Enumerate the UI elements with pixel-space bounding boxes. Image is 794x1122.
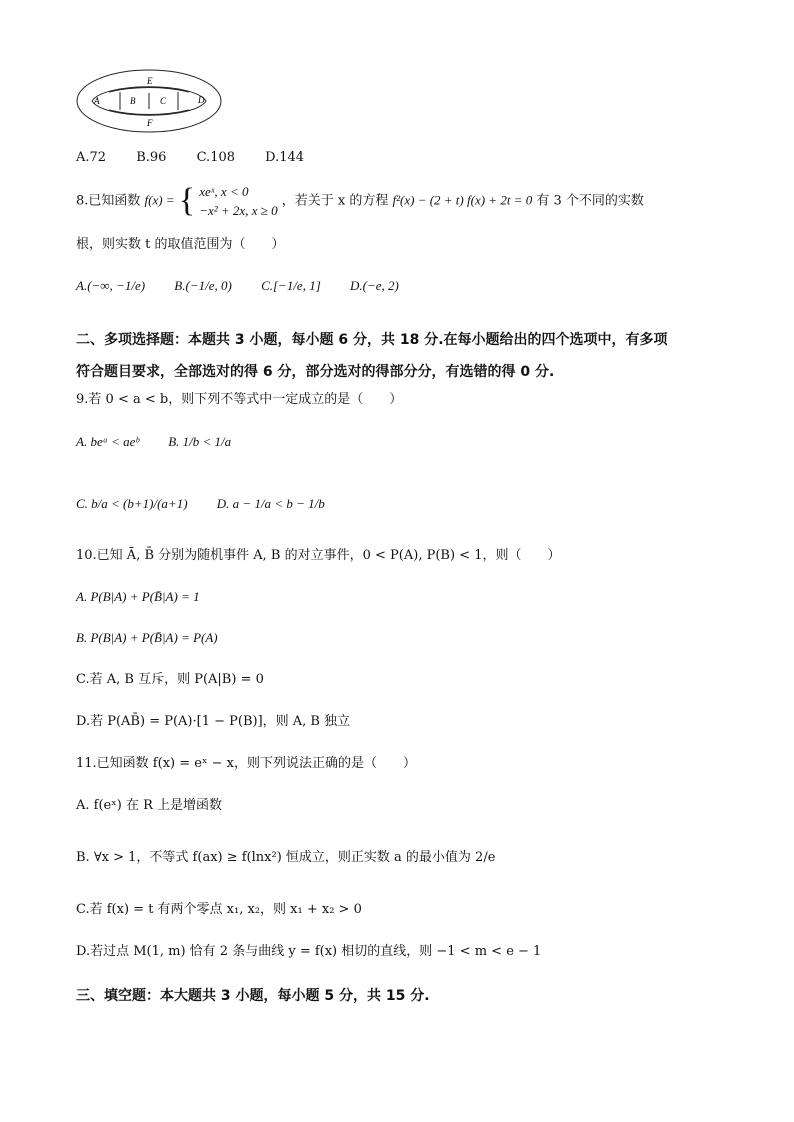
q8-fx: f(x) = (144, 192, 175, 208)
q9-option-a: A. beᵃ < aeᵇ (76, 434, 139, 449)
q10-option-d: D.若 P(AB̄) = P(A)·[1 − P(B)]，则 A, B 独立 (76, 714, 351, 729)
q8-option-c: C.[−1/e, 1] (261, 278, 321, 293)
q9-option-c: C. b/a < (b+1)/(a+1) (76, 496, 188, 511)
q11-stem: 11.已知函数 f(x) = eˣ − x，则下列说法正确的是（ ） (76, 756, 416, 771)
section3-heading: 三、填空题：本大题共 3 小题，每小题 5 分，共 15 分. (76, 988, 430, 1004)
q8-cases (199, 182, 277, 220)
q10-option-b: B. P(B|A) + P(B̄|A) = P(A) (76, 630, 218, 645)
q11-option-c: C.若 f(x) = t 有两个零点 x₁, x₂，则 x₁ + x₂ > 0 (76, 902, 362, 917)
label-a: A (94, 96, 100, 106)
q8-suffix: 有 3 个不同的实数 (536, 193, 644, 209)
q8-option-a: A.(−∞, −1/e) (76, 278, 146, 293)
q9-options-row1 (76, 432, 257, 452)
q9-options-row2 (76, 494, 351, 514)
q8-equation: f²(x) − (2 + t) f(x) + 2t = 0 (392, 192, 533, 208)
section2-heading-line1: 二、多项选择题：本题共 3 小题，每小题 6 分，共 18 分.在每小题给出的四个选项中，有多项 (76, 332, 668, 348)
label-e: E (147, 76, 153, 86)
region-diagram (74, 66, 224, 136)
q11-option-d: D.若过点 M(1, m) 恰有 2 条与曲线 y = f(x) 相切的直线，则 −1 < m < e − 1 (76, 944, 542, 959)
q10-option-c: C.若 A, B 互斥，则 P(A|B) = 0 (76, 672, 264, 687)
q8-brace: { (178, 182, 196, 219)
section2-heading-line2: 符合题目要求，全部选对的得 6 分，部分选对的得部分分，有选错的得 0 分. (76, 364, 555, 380)
q8-options (76, 276, 425, 296)
q10-stem: 10.已知 Ā, B̄ 分别为随机事件 A, B 的对立事件，0 < P(A), P(B) < 1，则（ ） (76, 548, 561, 563)
label-d: D (198, 95, 205, 105)
q9-option-b: B. 1/b < 1/a (168, 434, 232, 449)
q8-option-d: D.(−e, 2) (350, 278, 399, 293)
q9-stem: 9.若 0 < a < b，则下列不等式中一定成立的是（ ） (76, 392, 403, 407)
label-b: B (130, 96, 136, 106)
q8-stem (76, 182, 644, 220)
label-c: C (160, 96, 167, 106)
q7-option-d: D.144 (265, 150, 305, 165)
q7-option-a: A.72 (76, 150, 107, 165)
q10-option-a: A. P(B|A) + P(B̄|A) = 1 (76, 589, 200, 604)
q7-option-b: B.96 (136, 150, 167, 165)
q8-mid: ，若关于 x 的方程 (281, 193, 389, 209)
q7-options (76, 148, 330, 168)
q8-case-1: xeˣ, x < 0 (199, 184, 249, 199)
q8-prefix: 8.已知函数 (76, 193, 141, 209)
q8-case-2: −x² + 2x, x ≥ 0 (199, 203, 278, 218)
q7-option-c: C.108 (196, 150, 236, 165)
q11-option-a: A. f(eˣ) 在 R 上是增函数 (76, 798, 222, 813)
q9-option-d: D. a − 1/a < b − 1/b (216, 496, 325, 511)
label-f: F (147, 118, 153, 128)
q8-option-b: B.(−1/e, 0) (174, 278, 232, 293)
q11-option-b: B. ∀x > 1，不等式 f(ax) ≥ f(lnx²) 恒成立，则正实数 a 的最小值为 2/e (76, 850, 496, 865)
q8-line2: 根，则实数 t 的取值范围为（ ） (76, 237, 285, 252)
